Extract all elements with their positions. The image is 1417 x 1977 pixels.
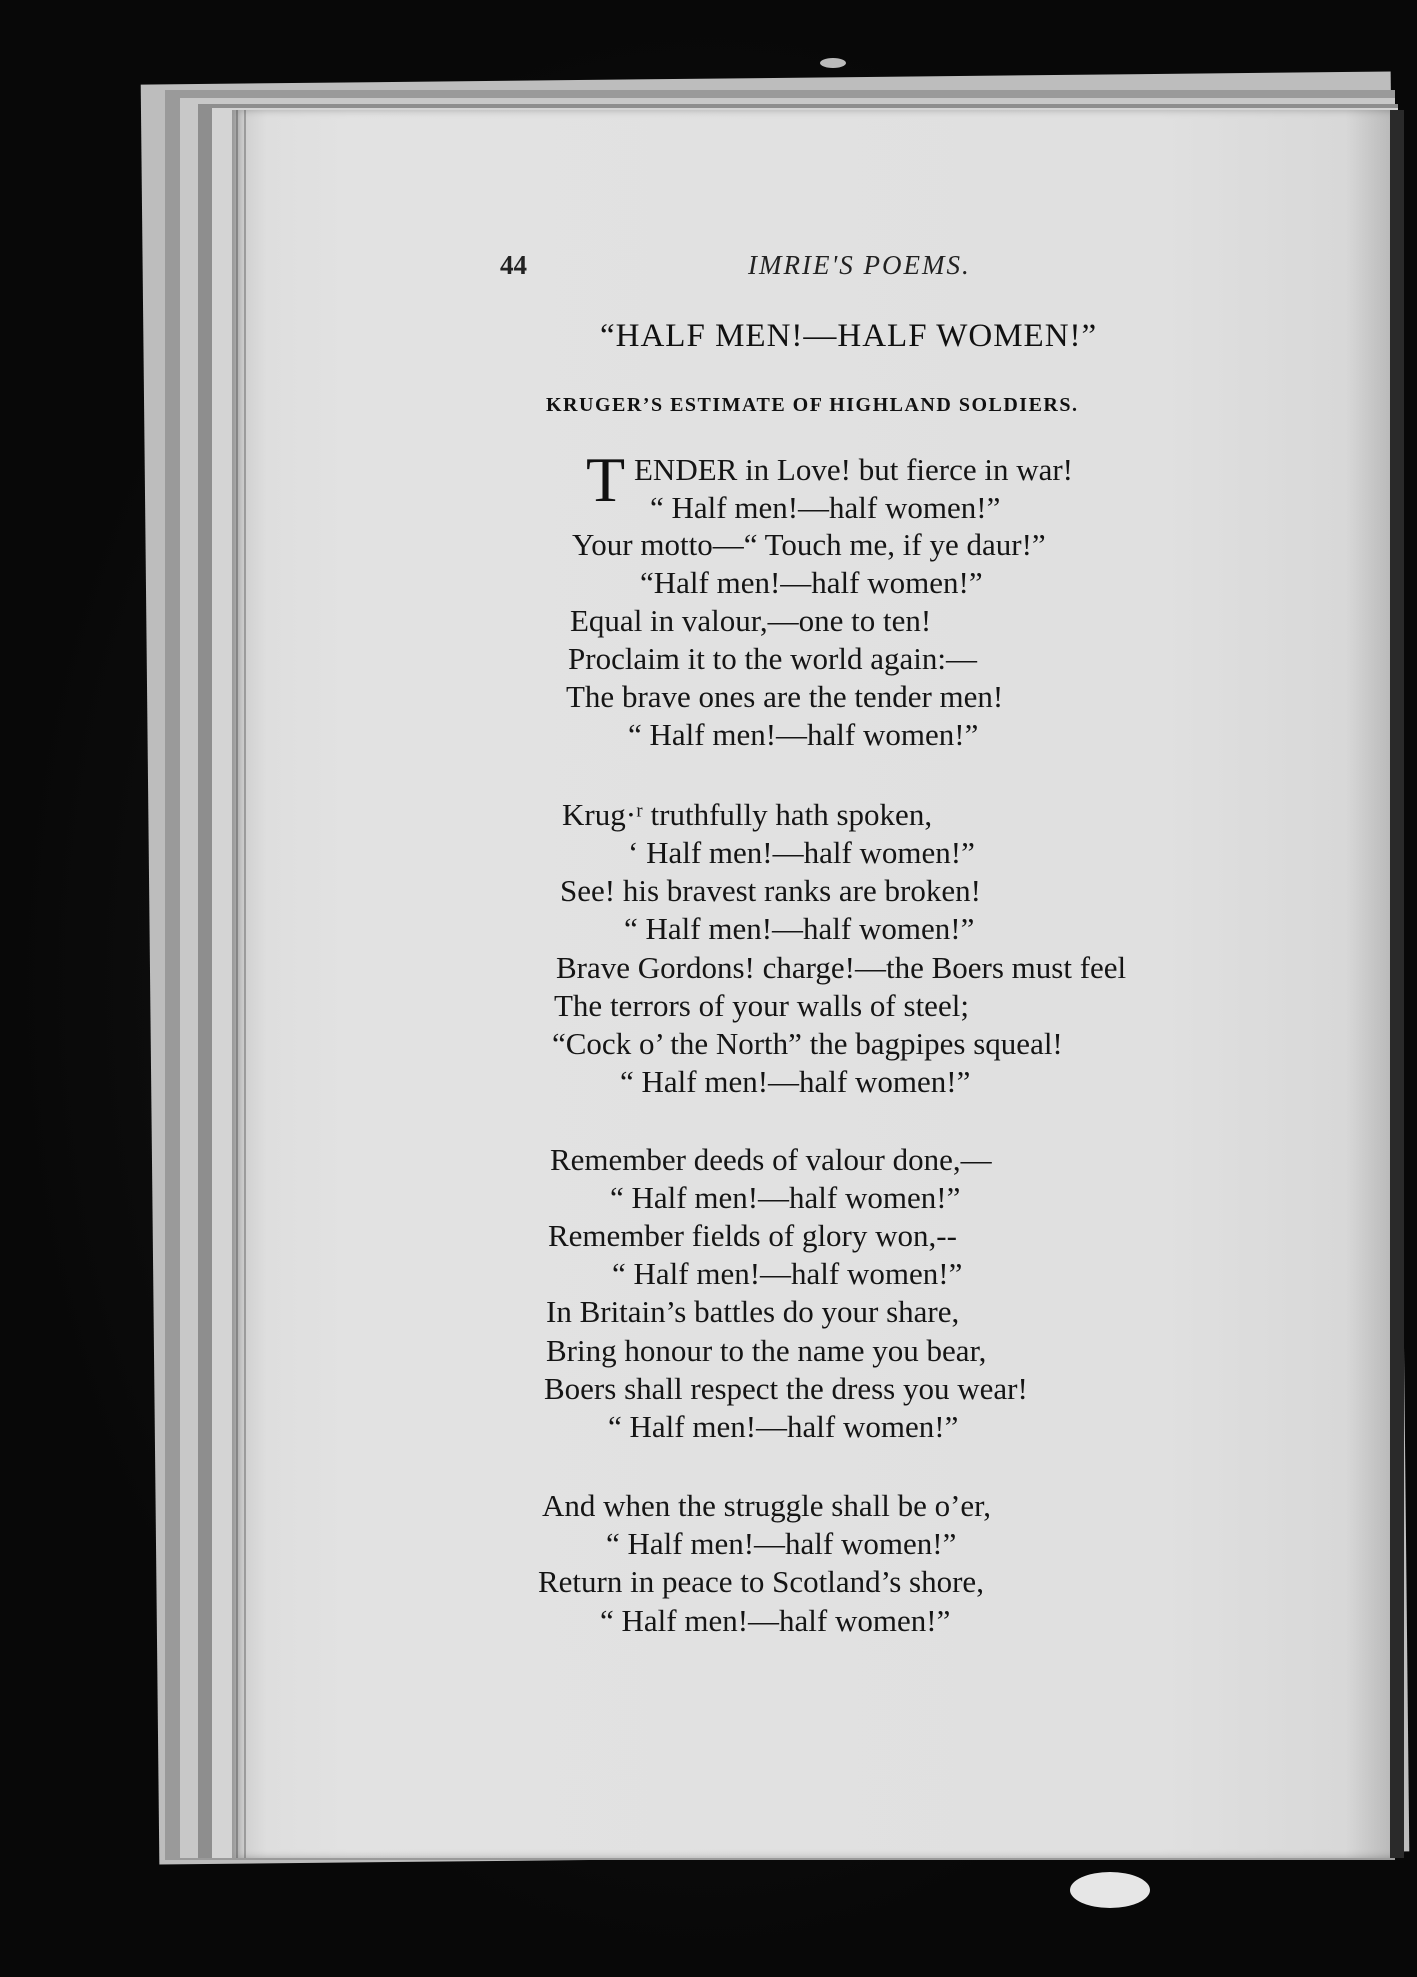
poem-line: “Half men!—half women!” bbox=[640, 565, 983, 600]
poem-line: Remember fields of glory won,-- bbox=[548, 1218, 957, 1253]
poem-line: Krug·ʳ truthfully hath spoken, bbox=[562, 797, 933, 832]
poem-line: Bring honour to the name you bear, bbox=[546, 1333, 987, 1368]
poem-line: Brave Gordons! charge!—the Boers must feel bbox=[556, 950, 1127, 985]
poem-line: “ Half men!—half women!” bbox=[600, 1603, 951, 1638]
poem-line: See! his bravest ranks are broken! bbox=[560, 873, 981, 908]
poem-line: “ Half men!—half women!” bbox=[606, 1526, 957, 1561]
poem-line: “ Half men!—half women!” bbox=[650, 490, 1001, 525]
poem-title: “HALF MEN!—HALF WOMEN!” bbox=[600, 318, 1098, 354]
poem-line: Return in peace to Scotland’s shore, bbox=[538, 1564, 984, 1599]
poem-line: Equal in valour,—one to ten! bbox=[570, 603, 932, 638]
poem-line: “ Half men!—half women!” bbox=[610, 1180, 961, 1215]
poem-line: Your motto—“ Touch me, if ye daur!” bbox=[572, 527, 1046, 562]
scan-artifact bbox=[1070, 1872, 1150, 1908]
poem-subtitle: KRUGER’S ESTIMATE OF HIGHLAND SOLDIERS. bbox=[546, 394, 1079, 416]
poem-line: Boers shall respect the dress you wear! bbox=[544, 1371, 1028, 1406]
poem-line: The brave ones are the tender men! bbox=[566, 679, 1004, 714]
poem-line: “Cock o’ the North” the bagpipes squeal! bbox=[552, 1026, 1063, 1061]
poem-line: “ Half men!—half women!” bbox=[624, 911, 975, 946]
poem-line: “ Half men!—half women!” bbox=[608, 1409, 959, 1444]
page-number: 44 bbox=[500, 250, 527, 280]
poem-line: In Britain’s battles do your share, bbox=[546, 1294, 960, 1329]
poem-line: Proclaim it to the world again:— bbox=[568, 641, 977, 676]
poem-line: The terrors of your walls of steel; bbox=[554, 988, 969, 1023]
poem-line: Remember deeds of valour done,— bbox=[550, 1142, 992, 1177]
drop-cap: T bbox=[586, 444, 626, 515]
poem-line: “ Half men!—half women!” bbox=[620, 1064, 971, 1099]
scan-artifact bbox=[820, 58, 846, 68]
poem-line: ‘ Half men!—half women!” bbox=[628, 835, 975, 870]
poem-line: And when the struggle shall be o’er, bbox=[542, 1488, 992, 1523]
poem-line: “ Half men!—half women!” bbox=[628, 717, 979, 752]
poem-line: “ Half men!—half women!” bbox=[612, 1256, 963, 1291]
poem-line: ENDER in Love! but fierce in war! bbox=[634, 452, 1074, 487]
running-title: IMRIE'S POEMS. bbox=[748, 250, 971, 280]
